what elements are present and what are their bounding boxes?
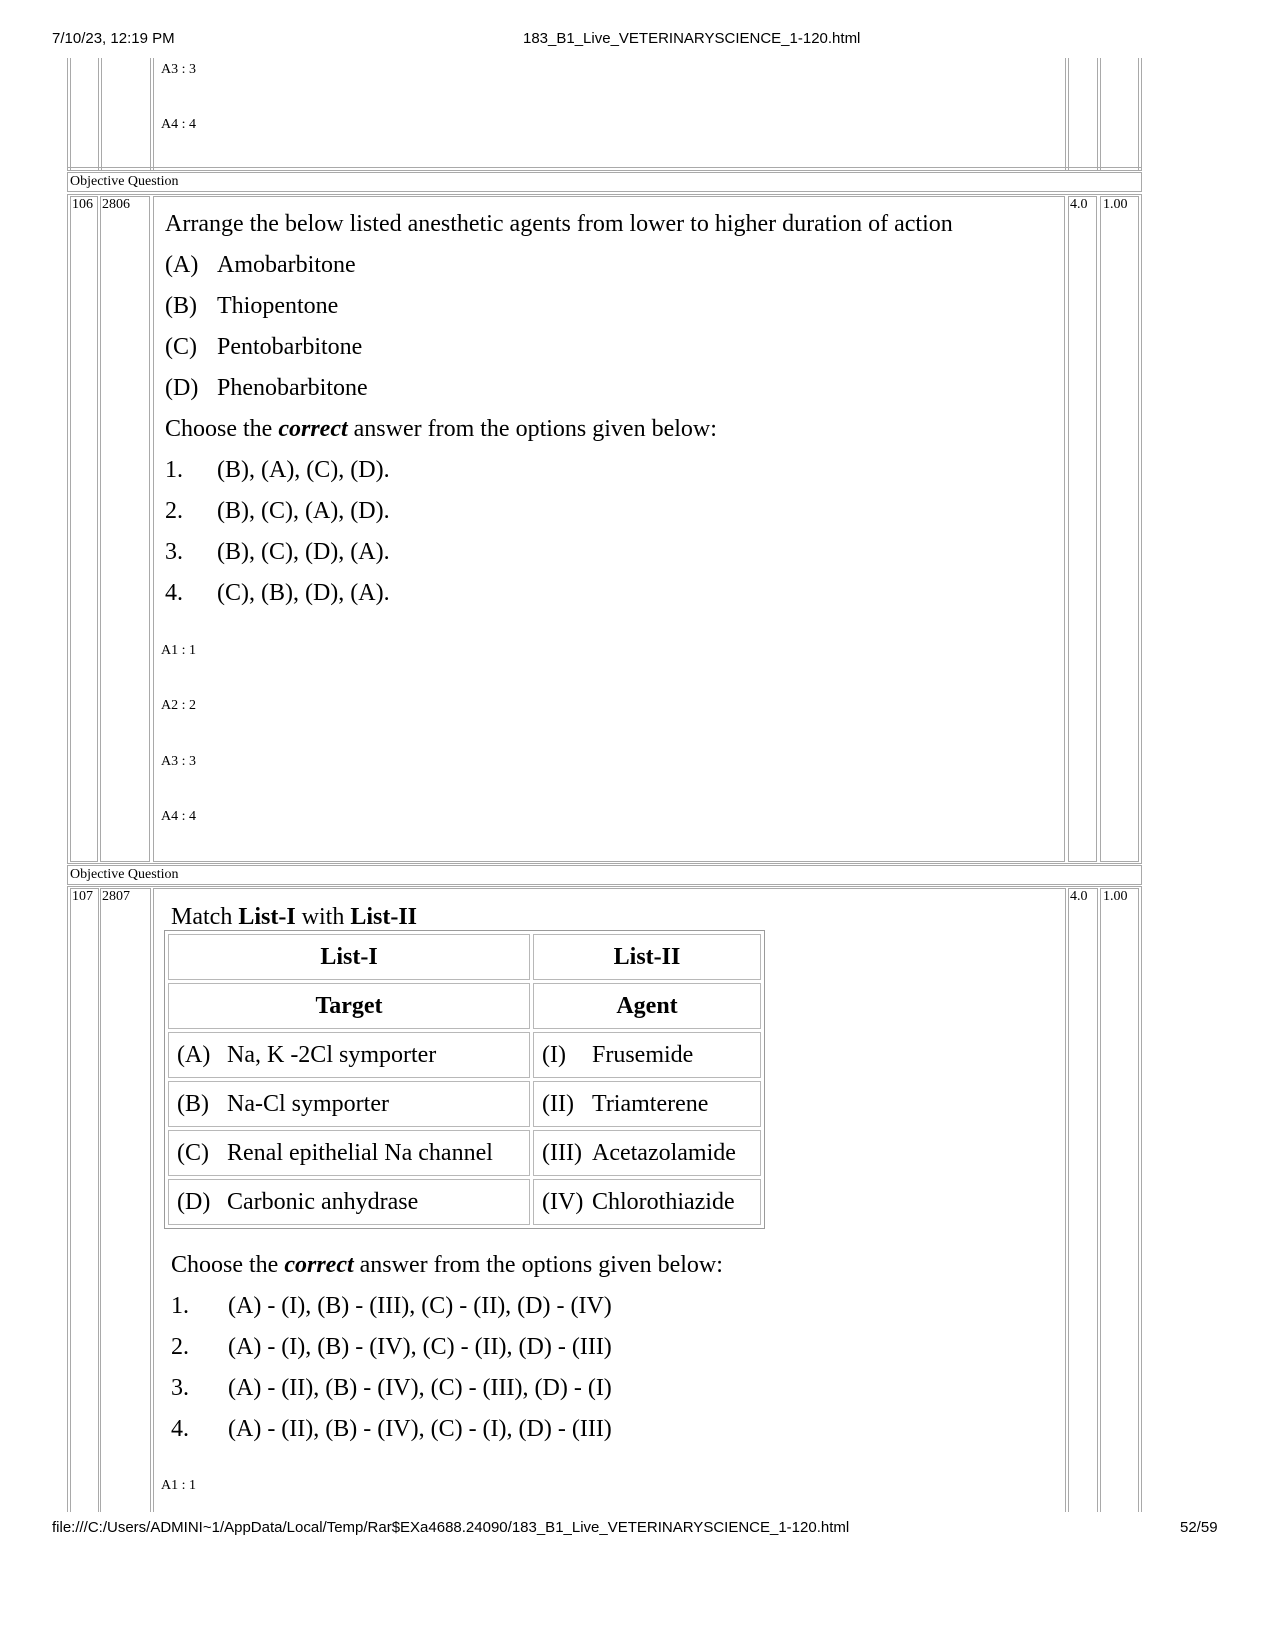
answer-a2: A2 : 2 (161, 698, 196, 713)
target-cell: (C) Renal epithelial Na channel (168, 1130, 530, 1176)
qnum-cell (70, 196, 98, 862)
table-row (168, 1032, 761, 1078)
item-label: (B) (165, 293, 197, 319)
print-page-title: 183_B1_Live_VETERINARYSCIENCE_1-120.html (523, 30, 861, 47)
choose-instruction: Choose the correct answer from the options given below: (165, 416, 717, 442)
question-stem: Match List-I with List-II (171, 904, 418, 930)
option-1[interactable]: 1. (B), (A), (C), (D). (165, 457, 390, 483)
list-item (165, 253, 356, 277)
option-4[interactable]: 4. (A) - (II), (B) - (IV), (C) - (I), (D) - (III) (171, 1416, 612, 1442)
subheader-target: Target (168, 983, 530, 1029)
list-item (165, 294, 338, 318)
item-label: (C) (165, 334, 197, 360)
option-2[interactable]: 2. (A) - (I), (B) - (IV), (C) - (II), (D) - (III) (171, 1334, 612, 1360)
question-stem: Arrange the below listed anesthetic agents from lower to higher duration of action (165, 211, 953, 237)
answer-a4: A4 : 4 (161, 117, 196, 132)
list-item (165, 376, 368, 400)
table-row (168, 983, 761, 1029)
table-row (168, 1081, 761, 1127)
table-row (168, 1179, 761, 1225)
question-number: 106 (72, 197, 93, 212)
option-2[interactable]: 2. (B), (C), (A), (D). (165, 498, 390, 524)
print-file-path: file:///C:/Users/ADMINI~1/AppData/Local/Temp/Rar$EXa4688.24090/183_B1_Live_VETERINARYSCIENCE_1-120.html (52, 1519, 850, 1536)
marks: 4.0 (1070, 889, 1088, 904)
col-header-list-1: List-I (168, 934, 530, 980)
print-page-counter: 52/59 (1180, 1519, 1218, 1536)
option-3[interactable]: 3. (B), (C), (D), (A). (165, 539, 390, 565)
item-text: Pentobarbitone (217, 334, 363, 360)
match-table (164, 930, 765, 1229)
agent-cell: (IV) Chlorothiazide (533, 1179, 761, 1225)
item-label: (A) (165, 252, 199, 278)
answer-a4: A4 : 4 (161, 809, 196, 824)
answer-a1: A1 : 1 (161, 643, 196, 658)
table-row (168, 934, 761, 980)
question-id: 2807 (102, 889, 130, 904)
col-header-list-2: List-II (533, 934, 761, 980)
agent-cell: (III) Acetazolamide (533, 1130, 761, 1176)
negative-marks: 1.00 (1103, 197, 1128, 212)
item-text: Thiopentone (217, 293, 339, 319)
agent-cell: (II) Triamterene (533, 1081, 761, 1127)
option-4[interactable]: 4. (C), (B), (D), (A). (165, 580, 390, 606)
section-label: Objective Question (70, 174, 179, 189)
option-1[interactable]: 1. (A) - (I), (B) - (III), (C) - (II), (D) - (IV) (171, 1293, 612, 1319)
print-datetime: 7/10/23, 12:19 PM (52, 30, 175, 47)
qid-cell (100, 196, 150, 862)
option-3[interactable]: 3. (A) - (II), (B) - (IV), (C) - (III), (D) - (I) (171, 1375, 612, 1401)
answer-a1: A1 : 1 (161, 1478, 196, 1493)
table-row (168, 1130, 761, 1176)
item-label: (D) (165, 375, 199, 401)
choose-instruction: Choose the correct answer from the options given below: (171, 1252, 723, 1278)
subheader-agent: Agent (533, 983, 761, 1029)
item-text: Phenobarbitone (217, 375, 368, 401)
emphasis-correct: correct (278, 416, 348, 442)
agent-cell: (I) Frusemide (533, 1032, 761, 1078)
answer-a3: A3 : 3 (161, 754, 196, 769)
target-cell: (D) Carbonic anhydrase (168, 1179, 530, 1225)
marks-cell (1068, 196, 1097, 862)
question-id: 2806 (102, 197, 130, 212)
emphasis-correct: correct (284, 1252, 354, 1278)
negative-marks: 1.00 (1103, 889, 1128, 904)
marks: 4.0 (1070, 197, 1088, 212)
section-header (67, 865, 1142, 885)
question-number: 107 (72, 889, 93, 904)
item-text: Amobarbitone (217, 252, 356, 278)
target-cell: (B) Na-Cl symporter (168, 1081, 530, 1127)
target-cell: (A) Na, K -2Cl symporter (168, 1032, 530, 1078)
negative-cell (1100, 196, 1139, 862)
section-header (67, 172, 1142, 192)
answer-a3: A3 : 3 (161, 62, 196, 77)
list-item (165, 335, 362, 359)
section-label: Objective Question (70, 867, 179, 882)
